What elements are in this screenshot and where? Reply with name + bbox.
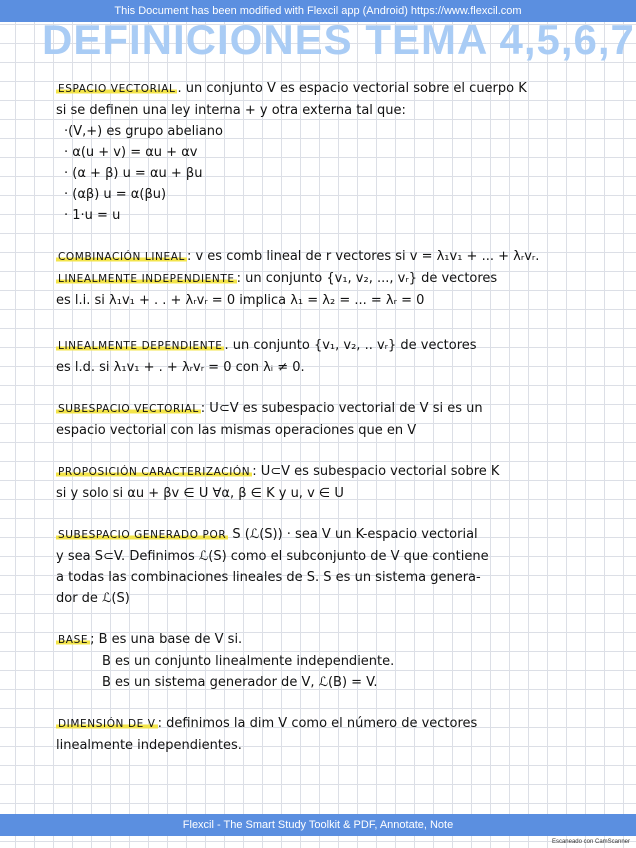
heading-linealmente-dependiente: LINEALMENTE DEPENDIENTE [58,340,223,352]
axiom-item: ·(V,+) es grupo abeliano [64,124,224,139]
axiom-item: · 1·u = u [64,208,121,223]
heading-base: BASE [58,634,89,646]
scan-watermark: Escaneado con CamScanner [551,839,630,845]
bottom-banner: Flexcil - The Smart Study Toolkit & PDF, Annotate, Note [0,814,636,836]
axiom-item: · (α + β) u = αu + βu [64,166,203,181]
section-espacio-vectorial [56,78,622,226]
section-combinacion-lineal [56,246,622,311]
dependiente-line-1: . un conjunto {v₁, v₂, .. vᵣ} de vectores [224,338,477,353]
base-line-1: ; B es una base de V si. [90,632,243,647]
independiente-line-2: es l.i. si λ₁v₁ + . . + λᵣvᵣ = 0 implica λ₁ = λ₂ = ... = λᵣ = 0 [56,293,425,308]
axiom-item: · (αβ) u = α(βu) [64,187,167,202]
section-linealmente-dependiente [56,335,622,378]
heading-subespacio-generado: SUBESPACIO GENERADO POR [58,529,227,541]
section-subespacio-vectorial [56,398,622,441]
heading-linealmente-independiente: LINEALMENTE INDEPENDIENTE [58,273,235,285]
base-line-3: B es un sistema generador de V, ℒ(B) = V. [102,675,378,690]
independiente-line-1: : un conjunto {v₁, v₂, ..., vᵣ} de vectores [236,271,498,286]
espacio-line-2: si se definen una ley interna + y otra externa tal que: [56,103,406,118]
subespacio-line-1: : U⊂V es subespacio vectorial de V si es un [200,401,483,416]
generado-line-4: dor de ℒ(S) [56,591,130,606]
section-base [56,629,622,693]
base-line-2: B es un conjunto linealmente independiente. [102,654,395,669]
proposicion-line-2: si y solo si αu + βv ∈ U ∀α, β ∈ K y u, v ∈ U [56,486,344,501]
top-banner: This Document has been modified with Flexcil app (Android) https://www.flexcil.com [0,0,636,22]
axiom-item: · α(u + v) = αu + αv [64,145,198,160]
generado-line-1: S (ℒ(S)) · sea V un K-espacio vectorial [232,527,478,542]
combinacion-text: : v es comb lineal de r vectores si v = λ₁v₁ + ... + λᵣvᵣ. [186,249,540,264]
generado-line-2: y sea S⊂V. Definimos ℒ(S) como el subconjunto de V que contiene [56,549,489,564]
heading-espacio-vectorial: ESPACIO VECTORIAL [58,83,176,95]
notes-content [56,78,622,776]
page-title: DEFINICIONES TEMA 4,5,6,7 [42,16,635,63]
heading-subespacio-vectorial: SUBESPACIO VECTORIAL [58,403,199,415]
section-proposicion [56,461,622,504]
section-dimension [56,713,622,756]
generado-line-3: a todas las combinaciones lineales de S. S es un sistema genera- [56,570,481,585]
proposicion-line-1: : U⊂V es subespacio vectorial sobre K [252,464,500,479]
subespacio-line-2: espacio vectorial con las mismas operaciones que en V [56,423,417,438]
dependiente-line-2: es l.d. si λ₁v₁ + . + λᵣvᵣ = 0 con λᵢ ≠ 0. [56,360,305,375]
heading-proposicion: PROPOSICIÓN CARACTERIZACIÓN [58,466,251,478]
espacio-line-1: . un conjunto V es espacio vectorial sobre el cuerpo K [177,81,527,96]
heading-combinacion-lineal: COMBINACIÓN LINEAL [58,251,185,263]
dimension-line-1: : definimos la dim V como el número de vectores [157,716,478,731]
section-subespacio-generado [56,524,622,609]
heading-dimension: DIMENSIÓN DE V [58,718,156,730]
dimension-line-2: linealmente independientes. [56,738,242,753]
